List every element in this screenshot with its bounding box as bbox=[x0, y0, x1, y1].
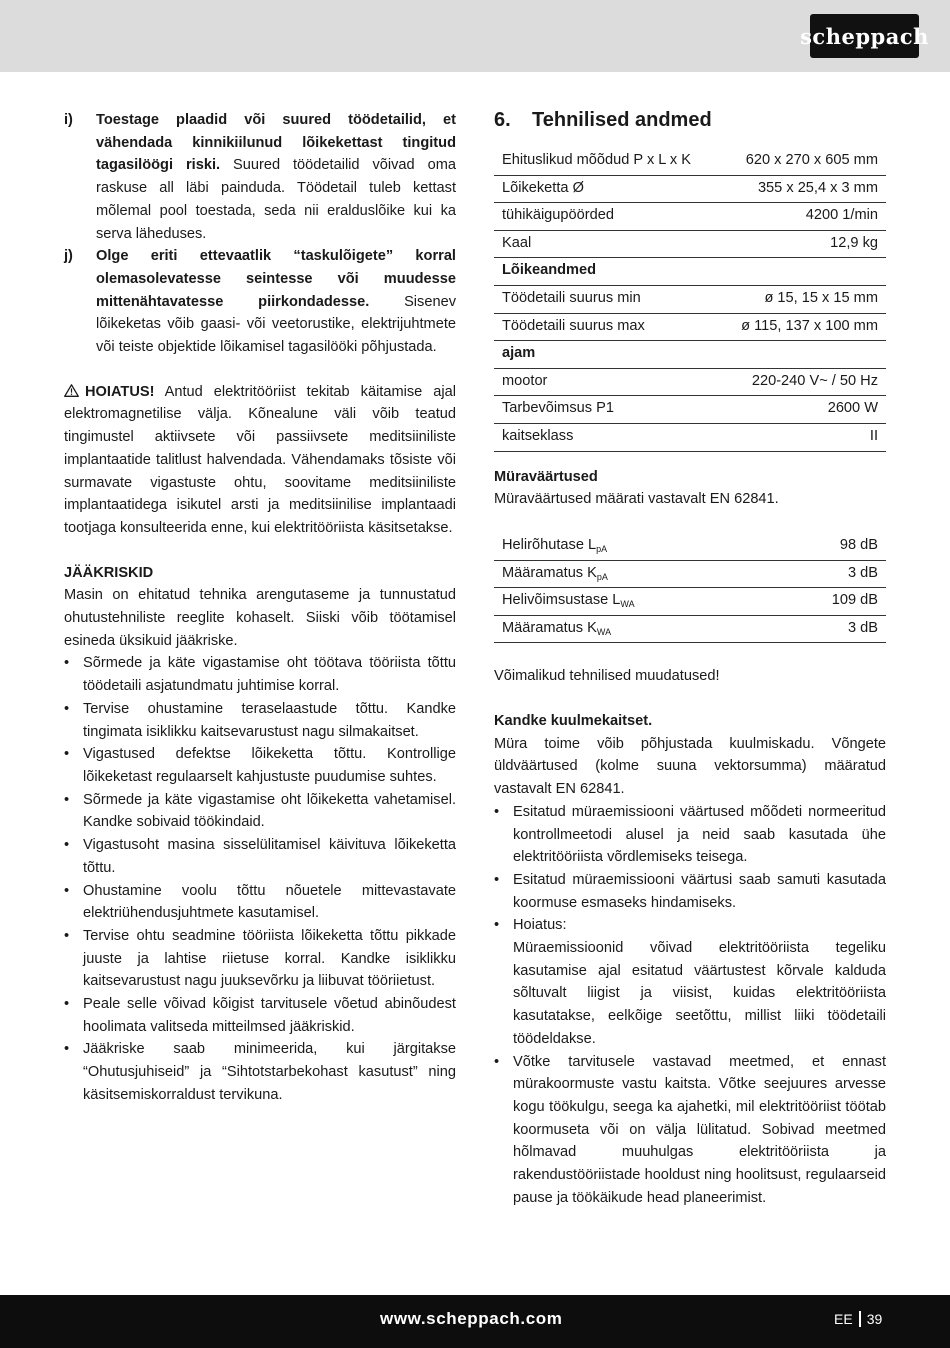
spec-value: II bbox=[724, 423, 886, 451]
table-row bbox=[494, 285, 886, 313]
table-subheading-row bbox=[494, 341, 886, 369]
item-text bbox=[96, 245, 456, 359]
emf-warning bbox=[64, 381, 456, 540]
residual-risks-intro: Masin on ehitatud tehnika arengutaseme ja tunnustatud ohutustehniliste reeglite kohaselt. Siiski võib töötamisel esineda üksikuid jääkriske. bbox=[64, 587, 456, 649]
item-text bbox=[96, 109, 456, 245]
noise-label-subscript: WA bbox=[620, 599, 635, 610]
noise-label-subscript: pA bbox=[596, 571, 608, 582]
noise-label-subscript: WA bbox=[596, 626, 612, 637]
spec-value bbox=[724, 341, 886, 369]
noise-label bbox=[494, 588, 770, 616]
noise-label bbox=[494, 560, 770, 588]
table-row bbox=[494, 560, 886, 588]
page-header bbox=[0, 0, 950, 72]
spec-value: ø 115, 137 x 100 mm bbox=[724, 313, 886, 341]
spec-label: Lõikeketta Ø bbox=[494, 175, 724, 203]
list-item: • Võtke tarvitusele vastavad meetmed, et ennast mürakoormuste vastu kaitsta. Võtke seejuures arvesse kogu töökulgu, seega ka ajahetki, mil elektritööriist töötab koormuseta või on välja lülitatud. Sobivad meetmed hõlmavad muuhulgas elektritööriista ja rakendustööriistade hooldust ning hoolitsust, regulaarseid pause ja töökäikude head planeerimist. bbox=[494, 1051, 886, 1210]
spec-label: Töödetaili suurus max bbox=[494, 313, 724, 341]
hearing-intro: Müra toime võib põhjustada kuulmiskadu. Võngete üldväärtused (kolme suuna vektorsumma) määratud vastavalt EN 62841. bbox=[494, 735, 886, 798]
item-body-text: Sisenev lõikeketas võib gaasi- või veetorustike, elektrijuhtmete või teiste objektide lõikamisel tagasilööki põhjustada. bbox=[96, 293, 456, 356]
scheppach-logo: scheppach bbox=[810, 14, 919, 58]
noise-label-subscript: pA bbox=[596, 543, 608, 554]
list-item: • Vigastused defektse lõikeketta tõttu. Kontrollige lõikeketast regulaarselt kahjustuste puudumise suhtes. bbox=[64, 743, 456, 788]
spec-label: Töödetaili suurus min bbox=[494, 285, 724, 313]
table-row bbox=[494, 148, 886, 175]
spec-value: 220-240 V~ / 50 Hz bbox=[724, 368, 886, 396]
list-item: • Esitatud müraemissiooni väärtused mõõdeti normeeritud kontrollmeetodi alusel ja neid saab kasutada ühe elektritööriista võrdlemiseks teisega. bbox=[494, 801, 886, 869]
spec-value: 620 x 270 x 605 mm bbox=[724, 148, 886, 175]
left-column bbox=[64, 109, 456, 1107]
divider bbox=[859, 1311, 861, 1327]
table-row bbox=[494, 230, 886, 258]
section-number: 6. bbox=[494, 109, 511, 131]
section-title-text: Tehnilised andmed bbox=[532, 109, 712, 131]
hearing-list bbox=[494, 801, 886, 1210]
warning-label: HOIATUS! bbox=[85, 383, 155, 400]
spec-label: kaitseklass bbox=[494, 423, 724, 451]
list-item bbox=[494, 914, 886, 1050]
list-item: • Peale selle võivad kõigist tarvitusele võetud abinõudest hoolimata valitseda mitteilmsed jääkriskid. bbox=[64, 993, 456, 1038]
item-body-text: Suured töödetailid võivad oma raskuse all läbi painduda. Töödetail tuleb kettast mõlemal pool toestada, seda nii eralduslõike kui ka serva läheduses. bbox=[96, 157, 456, 242]
noise-value: 98 dB bbox=[770, 533, 886, 560]
spec-value: 4200 1/min bbox=[724, 203, 886, 231]
table-row bbox=[494, 313, 886, 341]
noise-table bbox=[494, 533, 886, 643]
noise-value: 3 dB bbox=[770, 560, 886, 588]
spec-value: 12,9 kg bbox=[724, 230, 886, 258]
list-item: • Tervise ohustamine teraselaastude tõttu. Kandke tingimata isiklikku kaitsevarustust nagu silmakaitset. bbox=[64, 698, 456, 743]
hint-label: • Hoiatus: bbox=[513, 917, 567, 934]
spec-subheading: Lõikeandmed bbox=[494, 258, 724, 286]
spec-label: Ehituslikud mõõdud P x L x K bbox=[494, 148, 724, 175]
hint-text: Müraemissioonid võivad elektritööriista tegeliku kasutamise ajal esitatud väärtustest kõrvale kalduda sõltuvalt liigist ja viisist, kuidas elektritööriista kasutatakse, eelkõige seetõttu, millist liiki töödetaili töödeldakse. bbox=[513, 940, 886, 1047]
table-row bbox=[494, 423, 886, 451]
table-subheading-row bbox=[494, 258, 886, 286]
spec-value: ø 15, 15 x 15 mm bbox=[724, 285, 886, 313]
noise-values-intro: Müraväärtused määrati vastavalt EN 62841. bbox=[494, 491, 779, 508]
noise-label bbox=[494, 615, 770, 643]
safety-item-i bbox=[64, 109, 456, 245]
spec-value: 2600 W bbox=[724, 396, 886, 424]
item-bold-text: Toestage plaadid või suured töödetailid, et vähendada kinnikiilunud lõikekettast tingitud tagasilöögi riski. bbox=[96, 112, 456, 174]
page-number: 39 bbox=[866, 1311, 883, 1327]
table-row bbox=[494, 588, 886, 616]
spec-label: Kaal bbox=[494, 230, 724, 258]
noise-value: 109 dB bbox=[770, 588, 886, 616]
list-item: • Sõrmede ja käte vigastamise oht lõikeketta vahetamisel. Kandke sobivaid töökindaid. bbox=[64, 789, 456, 834]
spec-label: mootor bbox=[494, 368, 724, 396]
noise-label bbox=[494, 533, 770, 560]
page-indicator bbox=[834, 1311, 882, 1327]
noise-value: 3 dB bbox=[770, 615, 886, 643]
changes-note: Võimalikud tehnilised muudatused! bbox=[494, 668, 720, 685]
table-row bbox=[494, 368, 886, 396]
right-column bbox=[494, 106, 886, 1209]
warning-text: Antud elektritööriist tekitab käitamise ajal elektromagnetilise välja. Kõnealune väli võib teatud tingimustel aktiivsete või passiivsete meditsiiniliste implantaatide talitlust halvendada. Vähendamaks tõsiste või surmavate vigastuste ohtu, soovitame meditsiiniliste implantaatidega isikutel arsti ja meditsiinilise implantaadi tootjaga konsulteerida enne, kui elektritööriista käsitsetakse. bbox=[64, 383, 456, 536]
list-item: • Esitatud müraemissiooni väärtusi saab samuti kasutada koormuse esmaseks hindamiseks. bbox=[494, 869, 886, 914]
table-row bbox=[494, 175, 886, 203]
spec-value bbox=[724, 258, 886, 286]
table-row bbox=[494, 533, 886, 560]
list-item: • Sõrmede ja käte vigastamise oht töötava tööriista tõttu töödetaili asjatundmatu juhtimise korral. bbox=[64, 652, 456, 697]
list-item: • Vigastusoht masina sisselülitamisel käivituva lõikeketta tõttu. bbox=[64, 834, 456, 879]
item-bold-text: Olge eriti ettevaatlik “taskulõigete” korral olemasolevatesse seintesse või muudesse mittenähtavatesse piirkondadesse. bbox=[96, 248, 456, 310]
hearing-protection-title: Kandke kuulmekaitset. bbox=[494, 713, 653, 730]
noise-label-text: Määramatus K bbox=[502, 619, 597, 636]
noise-values-title: Müraväärtused bbox=[494, 468, 598, 485]
noise-label-text: Helivõimsustase L bbox=[502, 592, 621, 609]
website-link[interactable]: www.scheppach.com bbox=[380, 1309, 563, 1328]
page-footer bbox=[0, 1295, 950, 1348]
spec-label: Tarbevõimsus P1 bbox=[494, 396, 724, 424]
list-item: • Tervise ohtu seadmine tööriista lõikeketta tõttu pikkade juuste ja lahtise riietuse korral. Kandke isiklikku kaitsevarustust nagu juuksevõrku ja liibuvat tööriietust. bbox=[64, 925, 456, 993]
item-label: j) bbox=[64, 248, 73, 265]
language-code: EE bbox=[834, 1311, 853, 1327]
table-row bbox=[494, 396, 886, 424]
spec-subheading: ajam bbox=[494, 341, 724, 369]
technical-data-table bbox=[494, 148, 886, 452]
list-item: • Ohustamine voolu tõttu nõuetele mittevastavate elektriühendusjuhtmete kasutamisel. bbox=[64, 880, 456, 925]
warning-triangle-icon bbox=[64, 384, 79, 397]
safety-item-j bbox=[64, 245, 456, 359]
item-label: i) bbox=[64, 112, 73, 128]
noise-label-text: Helirõhutase L bbox=[502, 536, 597, 553]
spec-value: 355 x 25,4 x 3 mm bbox=[724, 175, 886, 203]
section-title bbox=[494, 106, 886, 134]
residual-risks-list bbox=[64, 652, 456, 1106]
table-row bbox=[494, 615, 886, 643]
noise-label-text: Määramatus K bbox=[502, 564, 597, 581]
spec-label: tühikäigupöörded bbox=[494, 203, 724, 231]
table-row bbox=[494, 203, 886, 231]
residual-risks-title: JÄÄKRISKID bbox=[64, 564, 154, 581]
list-item: • Jääkriske saab minimeerida, kui järgitakse “Ohutusjuhiseid” ja “Sihtotstarbekohast kasutust” ning käsitsemiskorraldust tervikuna. bbox=[64, 1038, 456, 1106]
